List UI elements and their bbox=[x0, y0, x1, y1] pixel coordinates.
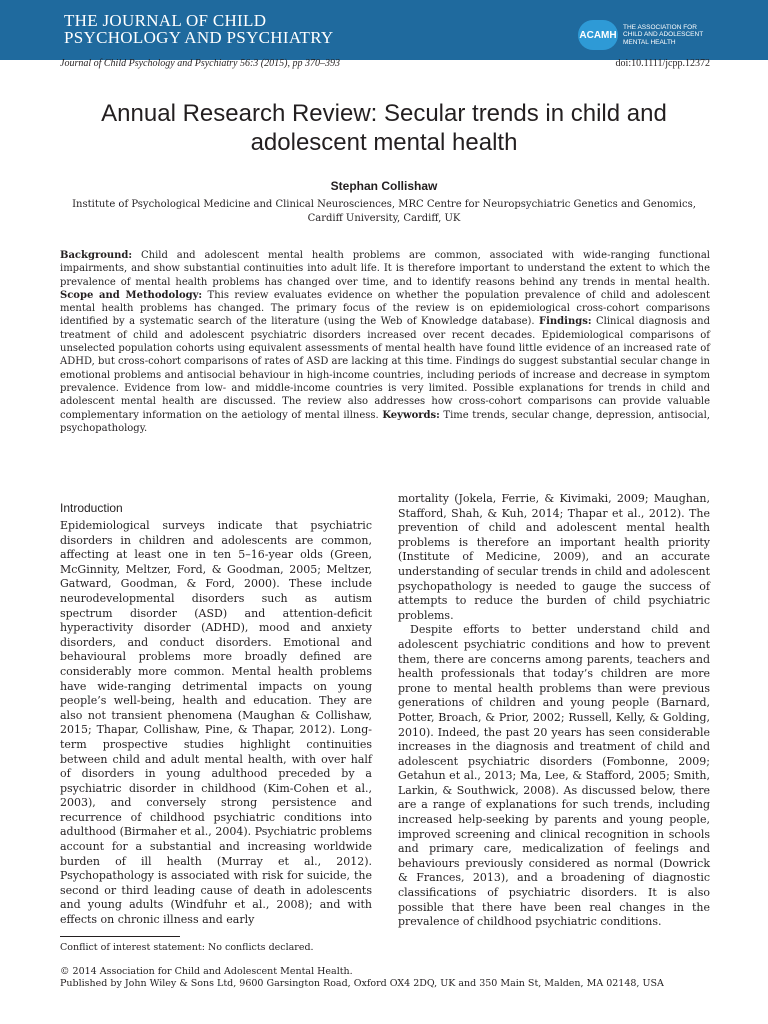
body-paragraph-continued: mortality (Jokela, Ferrie, & Kivimaki, 2009; Maughan, Stafford, Shah, & Kuh, 2014; Thapar et al., 2012). The prevention of child and adolescent mental health problems is therefore an important health priority (Institute of Medicine, 2009), and an accurate understanding of secular trends in child and adolescent psychopathology is needed to gauge the success of attempts to reduce the burden of child psychiatric problems. bbox=[398, 492, 710, 622]
keywords-text: Time trends, secular change, depression, antisocial, psychopathology. bbox=[60, 409, 710, 434]
page-footer bbox=[60, 966, 720, 990]
author-affiliation: Institute of Psychological Medicine and Clinical Neurosciences, MRC Centre for Neuropsychiatric Genetics and Genomics, Cardiff University, Cardiff, UK bbox=[72, 199, 696, 224]
scope-label: Scope and Methodology: bbox=[60, 289, 203, 301]
publisher-line: Published by John Wiley & Sons Ltd, 9600 Garsington Road, Oxford OX4 2DQ, UK and 350 Main St, Malden, MA 02148, USA bbox=[60, 978, 664, 989]
article-title: Annual Research Review: Secular trends in child and adolescent mental health bbox=[101, 100, 667, 156]
keywords-label: Keywords: bbox=[382, 409, 440, 421]
copyright-line: © 2014 Association for Child and Adolescent Mental Health. bbox=[60, 966, 353, 977]
background-label: Background: bbox=[60, 250, 133, 261]
scope-text: This review evaluates evidence on whether the population prevalence of child and adolescent mental health problems has changed. The primary focus of the review is on epidemiological cross-cohort comparisons identified by a systematic search of the literature (using the Web of Knowledge database). bbox=[60, 289, 711, 328]
background-text: Child and adolescent mental health problems are common, associated with wide-ranging functional impairments, and show substantial continuities into adult life. It is therefore important to understand the extent to which the prevalence of mental health problems has changed over time, and to identify reasons behind any trends in mental health. bbox=[60, 250, 710, 288]
intro-paragraph: Epidemiological surveys indicate that psychiatric disorders in children and adolescents are common, affecting at least one in ten 5–16-year olds (Green, McGinnity, Meltzer, Ford, & Goodman, 2005; Meltzer, Gatward, Goodman, & Ford, 2000). These include neurodevelopmental disorders such as autism spectrum disorder (ASD) and attention-deficit hyperactivity disorder (ADHD), mood and anxiety disorders, and conduct disorders. Emotional and behavioural problems more broadly defined are considerably more common. Mental health problems have wide-ranging detrimental impacts on young people’s well-being, health and education. They are also not transient phenomena (Maughan & Collishaw, 2015; Thapar, Collishaw, Pine, & Thapar, 2012). Long-term prospective studies highlight continuities between child and adult mental health, with over half of disorders in young adulthood preceded by a psychiatric disorder in childhood (Kim-Cohen et al., 2003), and conversely strong persistence and recurrence of childhood psychiatric conditions into adulthood (Birmaher et al., 2004). Psychiatric problems account for a substantial and increasing worldwide burden of ill health (Murray et al., 2012). Psychopathology is associated with risk for suicide, the second or third leading cause of death in adolescents and young adults (Windfuhr et al., 2008); and with effects on chronic illness and early bbox=[60, 519, 372, 927]
body-paragraph: Despite efforts to better understand child and adolescent psychiatric conditions and how to prevent them, there are concerns among parents, teachers and health professionals that today’s children are more prone to mental health problems than were previous generations of children and young people (Barnard, Potter, Broach, & Prior, 2002; Russell, Kelly, & Golding, 2010). Indeed, the past 20 years has seen considerable increases in the diagnosis and treatment of child and adolescent psychiatric disorders (Fombonne, 2009; Getahun et al., 2013; Ma, Lee, & Stafford, 2005; Smith, Larkin, & Southwick, 2008). As discussed below, there are a range of explanations for such trends, including increased help-seeking by parents and young people, improved screening and clinical recognition in schools and primary care, medicalization of feelings and behaviours previously considered as normal (Dowrick & Frances, 2013), and a broadening of diagnostic classifications of psychiatric disorders. It is also possible that there have been real changes in the prevalence of childhood psychiatric conditions. bbox=[398, 623, 710, 929]
left-column bbox=[60, 500, 372, 928]
acamh-badge: ACAMH bbox=[578, 20, 618, 50]
acamh-logo bbox=[578, 20, 713, 50]
doi: doi:10.1111/jcpp.12372 bbox=[615, 58, 710, 69]
acamh-text: THE ASSOCIATION FOR CHILD AND ADOLESCENT MENTAL HEALTH bbox=[623, 23, 704, 46]
footnote-divider bbox=[60, 936, 180, 937]
author-name: Stephan Collishaw bbox=[330, 179, 438, 193]
journal-citation: Journal of Child Psychology and Psychiatry 56:3 (2015), pp 370–393 bbox=[60, 58, 340, 69]
findings-text: Clinical diagnosis and treatment of child and adolescent psychiatric disorders increased over recent decades. Epidemiological comparisons of unselected population cohorts using equivalent assessments of mental health have found little evidence of an increased rate of ADHD, but cross-cohort comparisons of rates of ASD are lacking at this time. Findings do suggest substantial secular change in emotional problems and antisocial behaviour in high-income countries, including periods of increase and decrease in symptom prevalence. Evidence from low- and middle-income countries is very limited. Possible explanations for trends in child and adolescent mental health are discussed. The review also addresses how cross-cohort comparisons can provide valuable complementary information on the aetiology of mental illness. bbox=[60, 316, 710, 421]
abstract bbox=[60, 249, 710, 435]
findings-label: Findings: bbox=[539, 316, 592, 328]
journal-logo-line1: THE JOURNAL OF CHILD bbox=[64, 11, 267, 30]
right-column bbox=[398, 492, 710, 930]
citation-line bbox=[60, 58, 710, 69]
journal-logo bbox=[64, 12, 333, 46]
introduction-heading: Introduction bbox=[60, 501, 123, 515]
conflict-of-interest-footnote: Conflict of interest statement: No conflicts declared. bbox=[60, 942, 314, 953]
journal-logo-line2: PSYCHOLOGY AND PSYCHIATRY bbox=[64, 28, 334, 47]
journal-header-band bbox=[0, 0, 768, 60]
